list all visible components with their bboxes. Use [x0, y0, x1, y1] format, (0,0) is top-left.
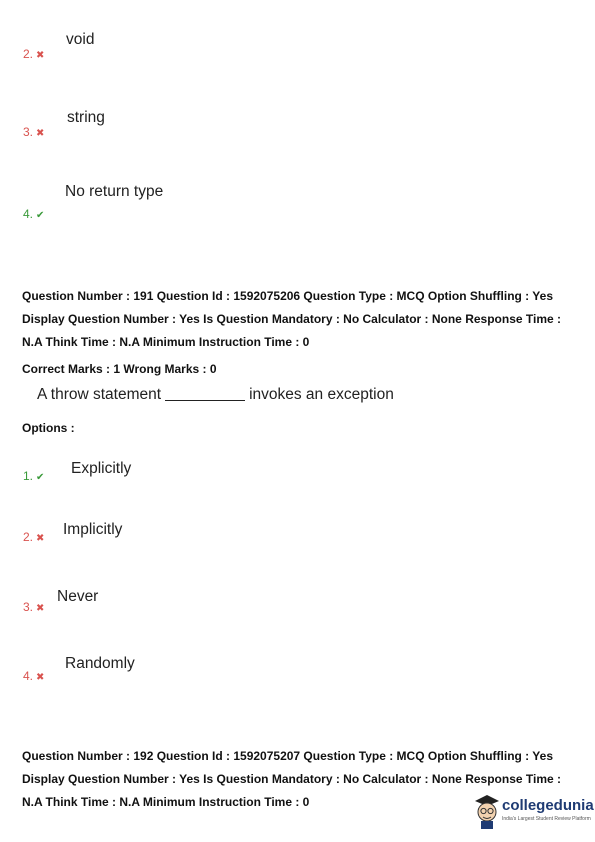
logo-text: collegedunia: [502, 797, 594, 814]
option-text: No return type: [65, 183, 164, 200]
option-number: 2. ✖: [23, 47, 45, 61]
option-number: 4. ✔: [23, 207, 45, 221]
cross-icon: ✖: [36, 672, 45, 683]
collegedunia-logo: [472, 790, 594, 832]
logo-tagline: India's Largest Student Review Platform: [502, 816, 591, 822]
option-number: 1. ✔: [23, 469, 45, 483]
cross-icon: ✖: [36, 128, 45, 139]
option-text: void: [66, 31, 95, 48]
option-number: 3. ✖: [23, 600, 45, 614]
cross-icon: ✖: [36, 50, 45, 61]
option-text: Never: [57, 588, 99, 605]
question-meta: Question Number : 191 Question Id : 1592075206 Question Type : MCQ Option Shuffling : Yes Display Question Number : Yes Is Question Mandatory : No Calculator : None Response Time : N.A Think Time : N.A Minimum Instruction Time : 0: [22, 289, 561, 349]
question-meta: Question Number : 192 Question Id : 1592075207 Question Type : MCQ Option Shuffling : Yes Display Question Number : Yes Is Question Mandatory : No Calculator : None Response Time : N.A Think Time : N.A Minimum Instruction Time : 0: [22, 749, 561, 809]
option-number: 2. ✖: [23, 530, 45, 544]
cross-icon: ✖: [36, 533, 45, 544]
options-label: Options :: [22, 421, 75, 435]
mascot-icon: [472, 792, 502, 830]
option-text: Implicitly: [63, 521, 123, 538]
marks-info: Correct Marks : 1 Wrong Marks : 0: [22, 362, 217, 376]
option-number: 4. ✖: [23, 669, 45, 683]
option-text: Explicitly: [71, 460, 132, 477]
question-text: A throw statement invokes an exception: [37, 386, 394, 403]
option-text: string: [67, 109, 105, 126]
option-number: 3. ✖: [23, 125, 45, 139]
check-icon: ✔: [36, 210, 45, 221]
option-text: Randomly: [65, 655, 135, 672]
cross-icon: ✖: [36, 603, 45, 614]
blank-line: [165, 400, 245, 401]
check-icon: ✔: [36, 472, 45, 483]
